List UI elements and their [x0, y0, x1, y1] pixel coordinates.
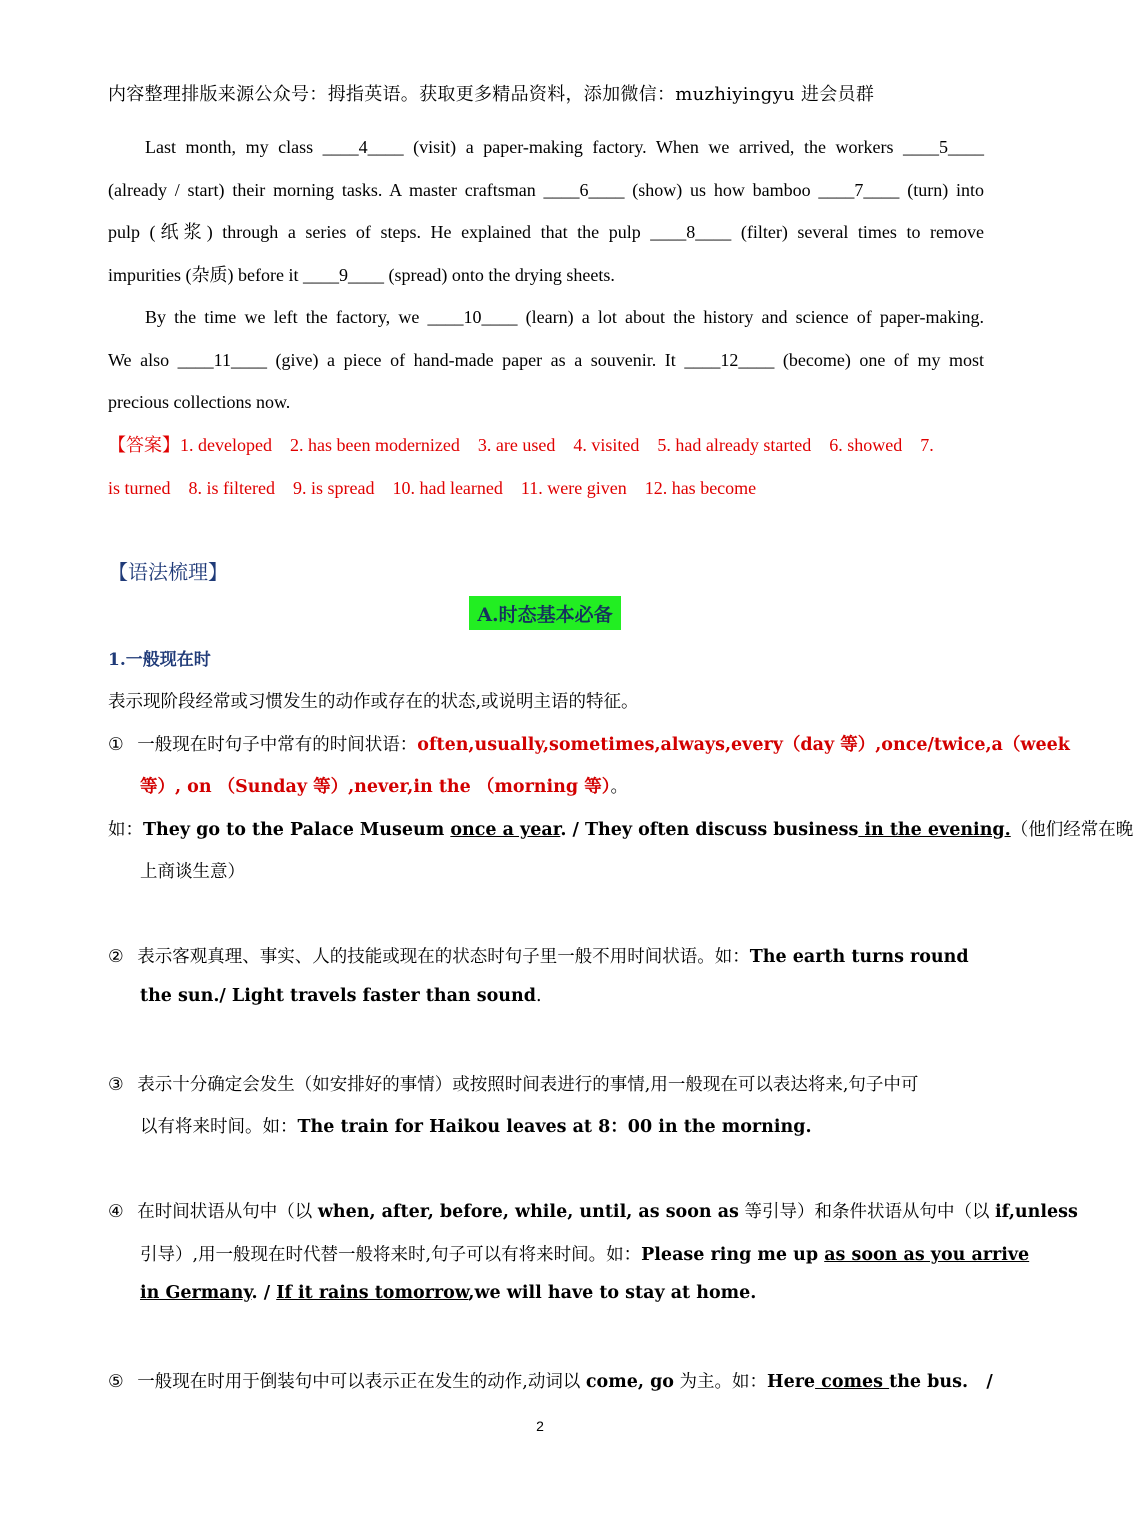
example-sentence: The earth turns round [749, 947, 969, 967]
punctuation: 。 [610, 777, 628, 797]
example-sentence: . / [251, 1283, 277, 1303]
example-sentence: Please ring me up [641, 1245, 825, 1265]
rule-text: 一般现在时句子中常有的时间状语： [137, 735, 418, 755]
time-adverbials: often,usually,sometimes,always,every（day 等）,once/twice,a（week [417, 735, 1070, 755]
page-number: 2 [536, 1418, 544, 1434]
item-number: ① [108, 735, 124, 755]
example-sentence: . / They often discuss business [560, 820, 859, 840]
rule-text: 表示客观真理、事实、人的技能或现在的状态时句子里一般不用时间状语。如： [137, 947, 750, 967]
conjunctions: when, after, before, while, until, as soon as [317, 1202, 739, 1222]
example-sentence: the sun./ Light travels faster than sound [140, 986, 536, 1006]
rule-text: 一般现在时用于倒装句中可以表示正在发生的动作,动词以 [137, 1372, 586, 1392]
rule-item-2-line-2 [140, 986, 542, 1006]
passage-line: precious collections now. [108, 392, 291, 412]
passage-line: We also ____11____ (give) a piece of hand-made paper as a souvenir. It ____12____ (become) one of my most [108, 349, 984, 370]
rule-text: 等引导）和条件状语从句中（以 [738, 1202, 996, 1222]
rule-text: 为主。如： [673, 1372, 768, 1392]
item-number: ⑤ [108, 1372, 124, 1392]
rule-item-1-line-2 [140, 773, 628, 798]
rule-text: 引导）,用一般现在时代替一般将来时,句子可以有将来时间。如： [140, 1245, 642, 1265]
sub-heading: 1.一般现在时 [108, 650, 211, 670]
section-title: 【语法梳理】 [108, 560, 228, 584]
rule-text: 以有将来时间。如： [140, 1117, 298, 1137]
rule-item-4-line-2 [140, 1241, 1029, 1266]
rule-text: 在时间状语从句中（以 [137, 1202, 318, 1222]
time-adverbials: 等）, on （Sunday 等）,never,in the （morning 等） [140, 777, 611, 797]
punctuation: . [535, 986, 542, 1006]
item-number: ③ [108, 1075, 124, 1095]
intro-text: 表示现阶段经常或习惯发生的动作或存在的状态,或说明主语的特征。 [108, 692, 639, 712]
passage-line: Last month, my class ____4____ (visit) a paper-making factory. When we arrived, the workers ____5____ [145, 137, 984, 157]
passage-paragraph-1 [108, 126, 984, 296]
passage-paragraph-2 [108, 296, 984, 424]
example-sentence: They go to the Palace Museum [143, 820, 451, 840]
rule-item-3-line-2 [140, 1113, 812, 1138]
passage-line: pulp (纸浆) through a series of steps. He explained that the pulp ____8____ (filter) several times to remove [108, 222, 984, 242]
example-prefix: 如： [108, 820, 143, 840]
translation: （他们经常在晚 [1010, 820, 1133, 840]
example-sentence: ,we will have to stay at home. [468, 1283, 757, 1303]
example-sentence: The train for Haikou leaves at 8：00 in the morning. [297, 1117, 812, 1137]
header-note: 内容整理排版来源公众号：拇指英语。获取更多精品资料，添加微信：muzhiyingyu 进会员群 [108, 84, 875, 105]
answer-line: 【答案】1. developed 2. has been modernized 3. are used 4. visited 5. had already started 6. showed 7. [108, 435, 934, 455]
underlined-phrase: in Germany [140, 1283, 252, 1303]
conjunctions: if,unless [995, 1202, 1078, 1222]
verbs: come, go [585, 1372, 674, 1392]
underlined-phrase: in the evening. [858, 820, 1011, 840]
underlined-phrase: comes [815, 1372, 890, 1392]
rule-item-4-line-1 [108, 1198, 1078, 1223]
rule-item-3-line-1 [108, 1071, 918, 1096]
underlined-phrase: as soon as you arrive [824, 1245, 1030, 1265]
underlined-phrase: If it rains tomorrow [276, 1283, 469, 1303]
rule-item-4-line-3 [140, 1283, 756, 1303]
example-sentence: Here [767, 1372, 816, 1392]
passage-line: (already / start) their morning tasks. A master craftsman ____6____ (show) us how bamboo ____7____ (turn) into [108, 179, 984, 200]
example-1-line-1 [108, 816, 1133, 841]
rule-item-1-line-1 [108, 731, 1070, 756]
highlight-heading: A.时态基本必备 [469, 596, 621, 630]
rule-item-2-line-1 [108, 943, 969, 968]
item-number: ④ [108, 1202, 124, 1222]
answer-line: is turned 8. is filtered 9. is spread 10. had learned 11. were given 12. has become [108, 477, 757, 498]
rule-text: 表示十分确定会发生（如安排好的事情）或按照时间表进行的事情,用一般现在可以表达将来,句子中可 [137, 1075, 919, 1095]
underlined-phrase: once a year [450, 820, 561, 840]
example-1-line-2: 上商谈生意） [140, 862, 245, 882]
passage-line: impurities (杂质) before it ____9____ (spread) onto the drying sheets. [108, 264, 615, 285]
item-number: ② [108, 947, 124, 967]
answer-block [108, 424, 984, 509]
passage-line: By the time we left the factory, we ____10____ (learn) a lot about the history and science of paper-making. [145, 307, 984, 327]
rule-item-5-line-1 [108, 1368, 993, 1393]
example-sentence: the bus. / [889, 1372, 993, 1392]
